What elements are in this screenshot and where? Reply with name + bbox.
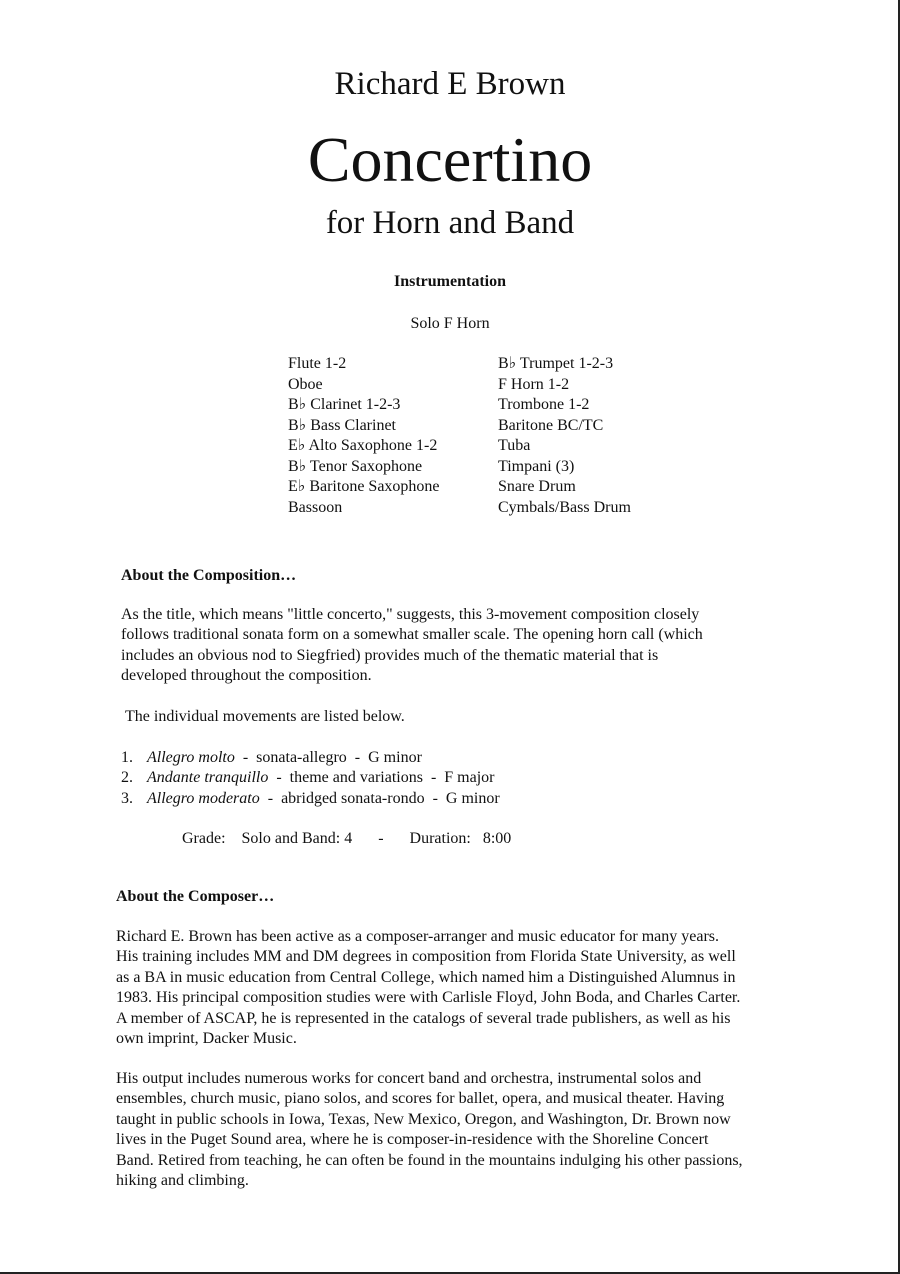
instrument-item: B♭ Tenor Saxophone	[288, 457, 423, 475]
composer-heading: About the Composer…	[116, 888, 275, 905]
instrument-list-right	[498, 354, 631, 518]
movement-key: G minor	[445, 790, 500, 807]
movement-number: 2.	[121, 769, 133, 786]
paragraph-line: As the title, which means "little concerto," suggests, this 3-movement composition closely	[121, 606, 700, 623]
paragraph-line: 1983. His principal composition studies were with Carlisle Floyd, John Boda, and Charles Carter.	[116, 989, 741, 1007]
instrument-item: Cymbals/Bass Drum	[498, 498, 631, 516]
composer-paragraph-1	[116, 927, 740, 1049]
instrument-item: B♭ Clarinet 1-2-3	[288, 396, 401, 413]
paragraph-line: developed throughout the composition.	[121, 667, 372, 685]
instrument-item: Tuba	[498, 437, 531, 454]
movement-number: 3.	[121, 790, 133, 807]
grade-value: Solo and Band: 4	[241, 830, 353, 847]
movement-key: G minor	[368, 749, 422, 766]
instrument-item: Bassoon	[288, 498, 343, 516]
instrument-item: Baritone BC/TC	[498, 416, 604, 434]
duration-label: Duration:	[409, 830, 471, 847]
paragraph-line: His training includes MM and DM degrees in composition from Florida State University, as well	[116, 948, 736, 966]
movement-tempo: Allegro moderato	[147, 790, 260, 807]
composer-paragraph-2	[116, 1069, 743, 1191]
composition-heading: About the Composition…	[121, 567, 297, 584]
movement-tempo: Allegro molto	[147, 749, 235, 766]
paragraph-line: Band. Retired from teaching, he can often be found in the mountains indulging his other passions,	[116, 1151, 743, 1169]
duration-value: 8:00	[482, 830, 512, 847]
instrument-item: B♭ Bass Clarinet	[288, 416, 396, 434]
instrument-list-left	[288, 354, 440, 518]
instrument-item: F Horn 1-2	[498, 375, 570, 393]
paragraph-line: Richard E. Brown has been active as a composer-arranger and music educator for many years.	[116, 928, 719, 945]
page-subtitle: for Horn and Band	[325, 205, 575, 241]
paragraph-line: includes an obvious nod to Siegfried) provides much of the thematic material that is	[121, 646, 659, 664]
instrument-item: E♭ Alto Saxophone 1-2	[288, 437, 438, 454]
paragraph-line: own imprint, Dacker Music.	[116, 1030, 297, 1048]
instrumentation-heading: Instrumentation	[393, 273, 506, 290]
instrument-item: Flute 1-2	[288, 355, 347, 372]
instrument-item: E♭ Baritone Saxophone	[288, 478, 440, 495]
page-title: Concertino	[307, 124, 593, 195]
paragraph-line: hiking and climbing.	[116, 1172, 249, 1190]
paragraph-line: taught in public schools in Iowa, Texas, New Mexico, Oregon, and Washington, Dr. Brown now	[116, 1110, 731, 1128]
movement-form: abridged sonata-rondo	[281, 790, 425, 807]
movement-item: 3. Allegro moderato - abridged sonata-rondo - G minor	[121, 790, 500, 807]
paragraph-line: follows traditional sonata form on a somewhat smaller scale. The opening horn call (which	[121, 626, 703, 644]
movement-form: theme and variations	[289, 769, 423, 786]
movement-key: F major	[444, 769, 495, 786]
movement-tempo: Andante tranquillo	[147, 769, 269, 786]
movements-intro: The individual movements are listed below.	[125, 708, 405, 725]
grade-label: Grade:	[182, 830, 226, 847]
instrument-item: Oboe	[288, 375, 323, 393]
paragraph-line: ensembles, church music, piano solos, and scores for ballet, opera, and musical theater. Having	[116, 1090, 725, 1108]
movement-number: 1.	[121, 749, 133, 766]
paragraph-line: lives in the Puget Sound area, where he is composer-in-residence with the Shoreline Concert	[116, 1131, 709, 1149]
composition-paragraph	[121, 605, 703, 687]
grade-duration-line	[182, 829, 511, 849]
composer-name: Richard E Brown	[334, 66, 566, 102]
grade-separator: -	[378, 830, 384, 847]
movement-item: 2. Andante tranquillo - theme and variations - F major	[121, 769, 495, 786]
instrument-item: Trombone 1-2	[498, 396, 590, 413]
instrument-item: B♭ Trumpet 1-2-3	[498, 355, 614, 372]
paragraph-line: as a BA in music education from Central College, which named him a Distinguished Alumnus in	[116, 968, 736, 986]
solo-instrument: Solo F Horn	[410, 315, 490, 332]
instrument-item: Timpani (3)	[498, 457, 575, 475]
movement-item: 1. Allegro molto - sonata-allegro - G minor	[121, 749, 422, 766]
paragraph-line: His output includes numerous works for concert band and orchestra, instrumental solos and	[116, 1070, 702, 1087]
movement-form: sonata-allegro	[256, 749, 347, 766]
instrument-item: Snare Drum	[498, 478, 576, 495]
paragraph-line: A member of ASCAP, he is represented in the catalogs of several trade publishers, as well as his	[116, 1009, 731, 1027]
